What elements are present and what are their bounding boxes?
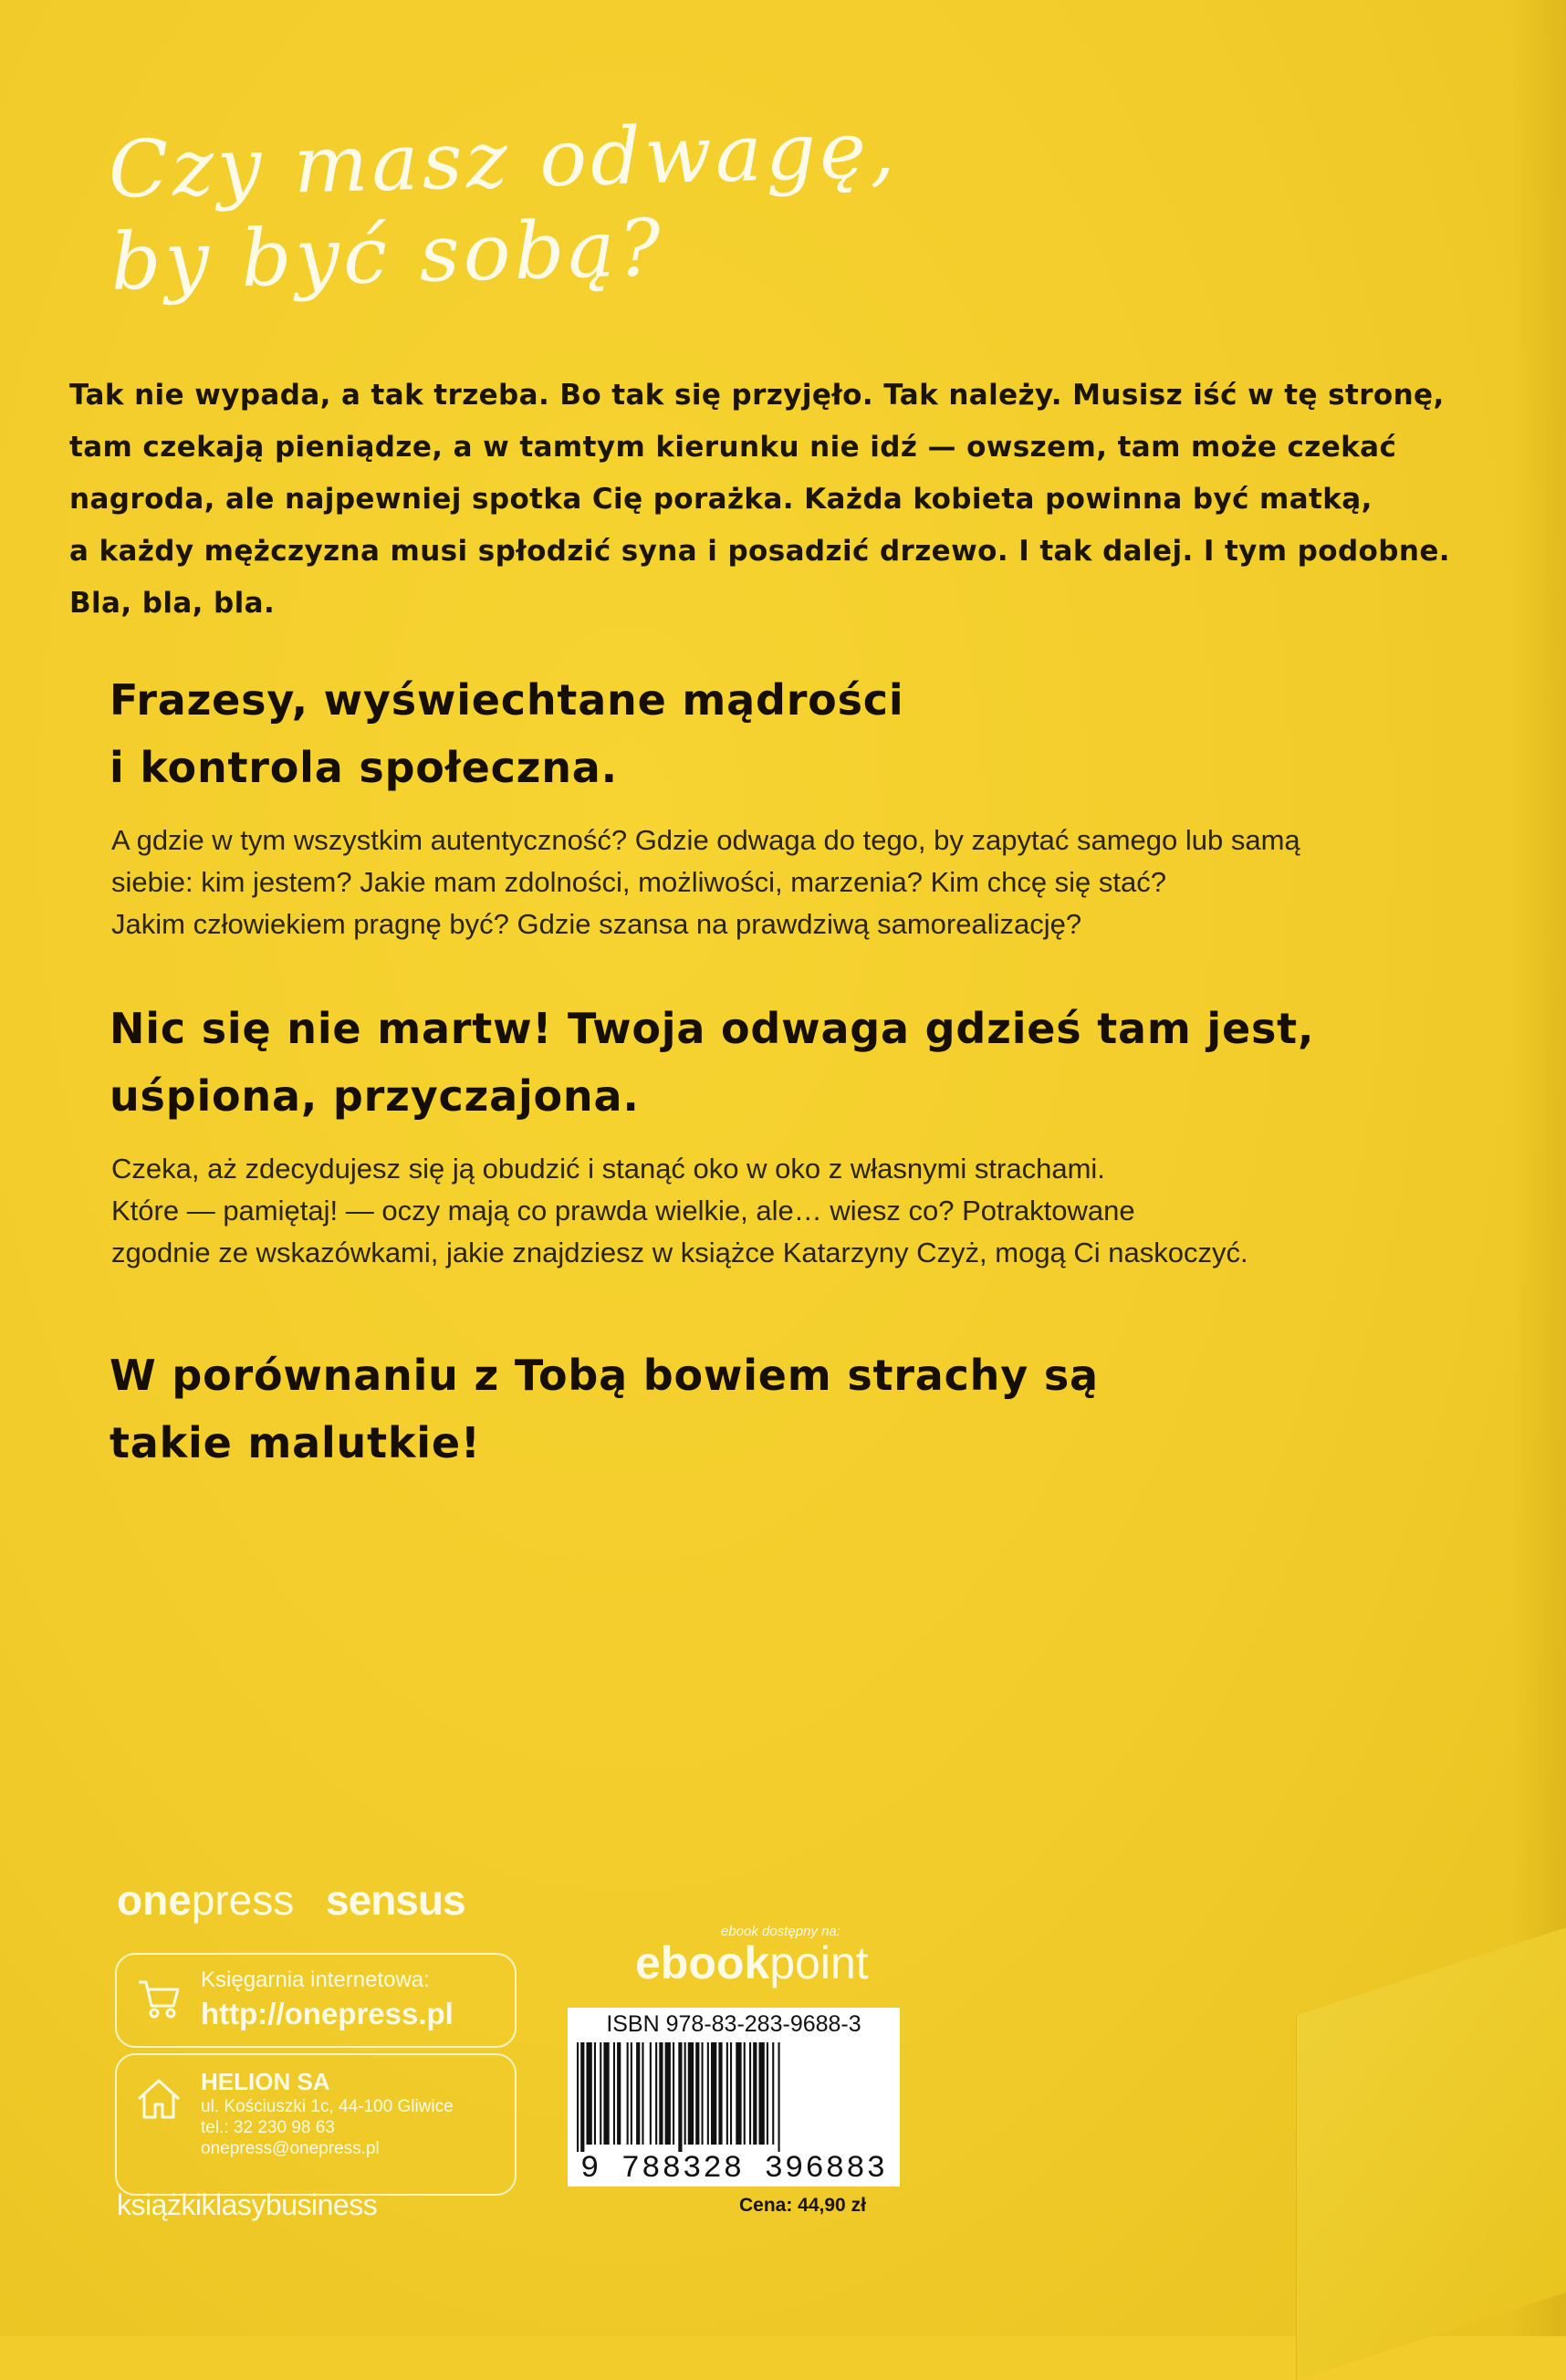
section2-body-line: Które — pamiętaj! — oczy mają co prawda wielkie, ale… wiesz co? Potraktowane [111,1195,1135,1227]
headline [107,103,933,309]
barcode-bar [665,2042,671,2145]
closing-statement [110,1341,1296,1477]
barcode-bar [594,2042,596,2145]
section2-body [111,1148,1352,1274]
barcode-bar [718,2042,722,2145]
barcode-bar [659,2042,663,2145]
closing-line: takie malutkie! [110,1418,481,1467]
section2-heading [110,995,1315,1130]
company-name: HELION SA [201,2068,330,2095]
company-address: ul. Kościuszki 1c, 44-100 Gliwice [201,2097,454,2116]
price-label: Cena: 44,90 zł [739,2195,866,2216]
section1-body-line: A gdzie w tym wszystkim autentyczność? Gdzie odwaga do tego, by zapytać samego lub samą [111,824,1300,856]
section2-body-line: Czeka, aż zdecydujesz się ją obudzić i stanąć oko w oko z własnymi strachami. [111,1153,1105,1185]
publisher-logos [117,1875,465,1925]
isbn-barcode [568,2008,900,2187]
barcode-bar [767,2042,768,2145]
shopping-cart-icon [135,1975,183,2022]
barcode-bar [650,2042,652,2145]
barcode-bar [600,2042,601,2145]
ebookpoint-logo-point: point [769,1937,869,1989]
ebookpoint-logo [635,1936,869,1989]
section1-body [111,819,1352,945]
online-shop-box[interactable] [115,1953,517,2048]
barcode-bar [736,2042,741,2145]
onepress-logo-press: press [191,1876,295,1924]
barcode-bar [702,2042,704,2145]
barcode-bar [580,2042,584,2152]
intro-line: a każdy mężczyzna musi spłodzić syna i posadzić drzewo. I tak dalej. I tym podobne. [69,535,1450,568]
barcode-bar [744,2042,746,2145]
section1-body-line: siebie: kim jestem? Jakie mam zdolności, możliwości, marzenia? Kim chcę się stać? [111,866,1167,898]
company-phone: tel.: 32 230 98 63 [201,2118,335,2137]
sensus-logo: sensus [326,1876,465,1924]
section2-heading-line: uśpiona, przyczajona. [110,1071,640,1121]
barcode-bar [613,2042,615,2145]
shop-url-link[interactable]: http://onepress.pl [201,1997,454,2030]
onepress-logo-one: one [117,1876,192,1924]
barcode-bar [707,2042,709,2145]
section2-body-line: zgodnie ze wskazówkami, jakie znajdziesz w książce Katarzyny Czyż, mogą Ci naskoczyć. [111,1237,1248,1268]
barcode-bar [695,2042,699,2145]
house-icon [135,2075,183,2123]
publisher-tagline: książkiklasybusiness [117,2188,378,2221]
company-email: onepress@onepress.pl [201,2139,380,2158]
intro-line: Bla, bla, bla. [69,587,276,620]
barcode-bar [603,2042,609,2145]
barcode-bar [778,2042,780,2152]
barcode-bar [684,2042,686,2145]
barcode-bar [617,2042,621,2145]
barcode-bar [726,2042,728,2145]
ebookpoint-logo-ebook: ebook [635,1937,770,1989]
publisher-contact-box [115,2053,517,2196]
headline-line-1: Czy masz odwagę, [107,104,900,216]
barcode-bar [753,2042,757,2145]
barcode-bar [631,2042,632,2145]
barcode-bars [577,2042,891,2152]
section1-heading-line: i kontrola społeczna. [110,743,618,792]
intro-line: tam czekają pieniądze, a w tamtym kierunku nie idź — owszem, tam może czekać [69,431,1397,464]
shop-label: Księgarnia internetowa: [201,1968,430,1992]
barcode-bar [759,2042,765,2145]
section1-heading [110,666,1296,801]
barcode-bar [688,2042,694,2145]
barcode-bar [577,2042,579,2152]
barcode-bar [673,2042,674,2145]
barcode-bar [587,2042,592,2145]
barcode-bar [627,2042,629,2145]
section2-heading-line: Nic się nie martw! Twoja odwaga gdzieś tam jest, [110,1004,1315,1053]
barcode-bar [636,2042,640,2145]
intro-line: nagroda, ale najpewniej spotka Cię porażka. Każda kobieta powinna być matką, [69,483,1373,516]
closing-line: W porównaniu z Tobą bowiem strachy są [110,1351,1099,1400]
barcode-bar [642,2042,643,2145]
barcode-bar [711,2042,716,2145]
barcode-bar [772,2042,774,2145]
section1-heading-line: Frazesy, wyświechtane mądrości [110,675,904,725]
barcode-bar [730,2042,732,2145]
barcode-bar [655,2042,657,2145]
isbn-number: ISBN 978-83-283-9688-3 [606,2011,861,2037]
headline-line-2: by być sobą? [110,203,666,309]
intro-paragraph [69,370,1450,630]
intro-line: Tak nie wypada, a tak trzeba. Bo tak się przyjęło. Tak należy. Musisz iść w tę stronę, [69,379,1445,412]
barcode-digits: 9 788328 396883 [579,2152,888,2187]
barcode-bar [749,2042,751,2145]
barcode-bar [678,2042,682,2152]
ebook-available-label: ebook dostępny na: [721,1924,840,1939]
section1-body-line: Jakim człowiekiem pragnę być? Gdzie szansa na prawdziwą samorealizację? [111,908,1082,940]
